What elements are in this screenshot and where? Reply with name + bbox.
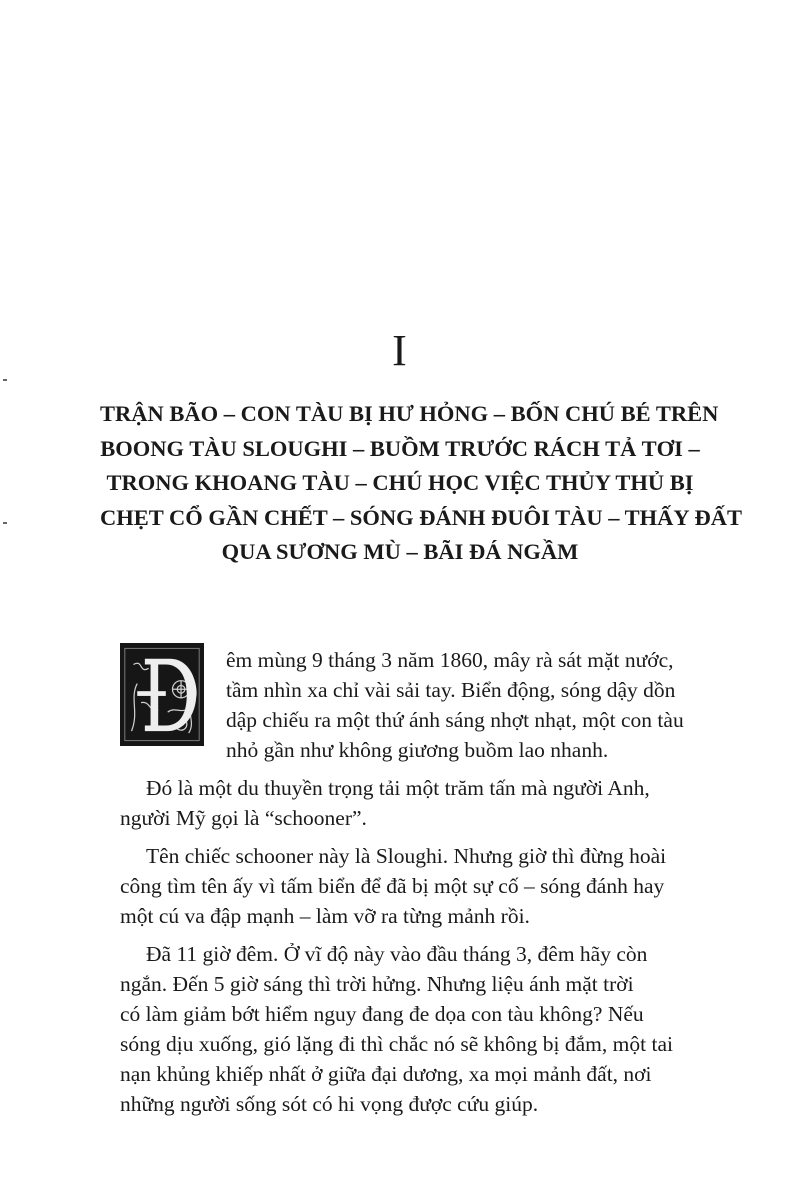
drop-cap [120, 643, 204, 746]
paragraph-line: tầm nhìn xa chỉ vài sải tay. Biển động, sóng dậy dồn [226, 678, 676, 702]
summary-line: BOONG TÀU SLOUGHI – BUỒM TRƯỚC RÁCH TẢ TƠI – [100, 435, 700, 461]
paragraph-line: êm mùng 9 tháng 3 năm 1860, mây rà sát mặt nước, [226, 648, 674, 672]
paragraph-line: sóng dịu xuống, gió lặng đi thì chắc nó sẽ không bị đắm, một tai [120, 1032, 673, 1056]
paragraph-line: người Mỹ gọi là “schooner”. [120, 806, 367, 830]
summary-line: CHẸT CỔ GẦN CHẾT – SÓNG ĐÁNH ĐUÔI TÀU – THẤY ĐẤT [100, 504, 742, 530]
drop-cap-ornament [122, 645, 202, 744]
paragraph-line: nạn khủng khiếp nhất ở giữa đại dương, xa mọi mảnh đất, nơi [120, 1062, 652, 1086]
chapter-number: I [392, 326, 408, 375]
summary-line: TRONG KHOANG TÀU – CHÚ HỌC VIỆC THỦY THỦ BỊ [106, 470, 694, 495]
summary-line: QUA SƯƠNG MÙ – BÃI ĐÁ NGẦM [221, 539, 579, 564]
paragraph-line: nhỏ gần như không giương buồm lao nhanh. [226, 738, 609, 762]
paragraph-line: Đã 11 giờ đêm. Ở vĩ độ này vào đầu tháng 3, đêm hãy còn [146, 942, 648, 966]
scan-mark [3, 379, 7, 381]
paragraph-line: Đó là một du thuyền trọng tải một trăm tấn mà người Anh, [146, 776, 650, 800]
paragraph-line: những người sống sót có hi vọng được cứu giúp. [120, 1092, 539, 1116]
paragraph-line: ngắn. Đến 5 giờ sáng thì trời hửng. Nhưng liệu ánh mặt trời [120, 972, 634, 996]
paragraph-line: Tên chiếc schooner này là Sloughi. Nhưng giờ thì đừng hoài [146, 844, 667, 868]
paragraph-line: công tìm tên ấy vì tấm biển để đã bị một sự cố – sóng đánh hay [120, 874, 665, 898]
paragraph-line: một cú va đập mạnh – làm vỡ ra từng mảnh rồi. [120, 904, 530, 928]
summary-line: TRẬN BÃO – CON TÀU BỊ HƯ HỎNG – BỐN CHÚ BÉ TRÊN [100, 401, 719, 426]
chapter-summary [100, 397, 742, 570]
paragraph-line: có làm giảm bớt hiểm nguy đang đe dọa con tàu không? Nếu [120, 1002, 644, 1026]
scan-mark [3, 522, 7, 524]
paragraph-line: dập chiếu ra một thứ ánh sáng nhợt nhạt, một con tàu [226, 708, 684, 732]
